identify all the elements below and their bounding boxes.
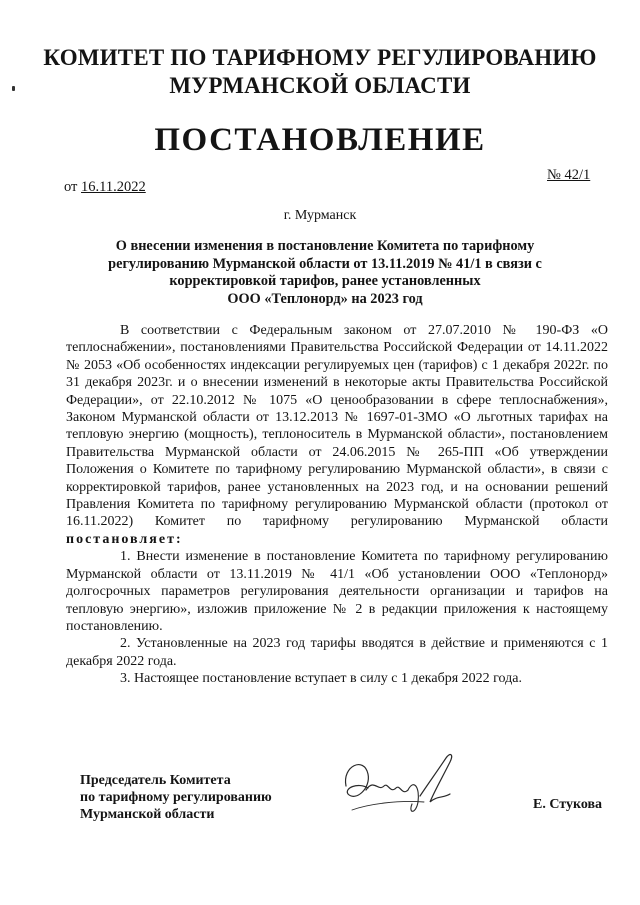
document-body bbox=[66, 322, 608, 688]
position-line-2: по тарифному регулированию bbox=[80, 790, 272, 805]
organization-header bbox=[0, 44, 640, 100]
document-number: № 42/1 bbox=[547, 167, 591, 183]
organization-line-2: МУРМАНСКОЙ ОБЛАСТИ bbox=[169, 73, 471, 98]
document-subject bbox=[80, 238, 570, 308]
preamble-paragraph bbox=[66, 322, 608, 548]
signatory-name: Е. Стукова bbox=[533, 797, 603, 812]
resolves-keyword: постановляет: bbox=[66, 531, 183, 547]
date-prefix: от bbox=[64, 179, 78, 195]
document-type-title: ПОСТАНОВЛЕНИЕ bbox=[154, 122, 486, 158]
subject-line-4: ООО «Теплонорд» на 2023 год bbox=[227, 290, 423, 307]
position-line-3: Мурманской области bbox=[80, 807, 215, 822]
date-value: 16.11.2022 bbox=[81, 179, 146, 195]
document-city: г. Мурманск bbox=[283, 208, 357, 223]
subject-line-1: О внесении изменения в постановление Комитета по тарифному bbox=[115, 238, 535, 254]
preamble-text: В соответствии с Федеральным законом от 27.07.2010 № 190-ФЗ «О теплоснабжении», постановлениями Правительства Российской Федерации от 14.11.2022 № 2053 «Об особенностях индексации регулируемых цен (тарифов) с 1 декабря 2022г. по 31 декабря 2023г. и о внесении изменений в некоторые акты Правительства Российской Федерации», от 22.10.2012 № 1075 «О ценообразовании в сфере теплоснабжения», Законом Мурманской области от 13.12.2013 № 1697-01-ЗМО «О льготных тарифах на тепловую энергию (мощность), теплоноситель в Мурманской области», постановлением Правительства Мурманской области от 24.06.2015 № 265-ПП «Об утверждении Положения о Комитете по тарифному регулированию Мурманской области», в связи с корректировкой тарифов, ранее установленных на 2023 год, и на основании решений Правления Комитета по тарифному регулированию Мурманской области (протокол от 16.11.2022) Комитет по тарифному регулированию Мурманской области bbox=[66, 323, 608, 530]
subject-line-3: корректировкой тарифов, ранее установленных bbox=[169, 273, 481, 289]
item-2-paragraph: 2. Установленные на 2023 год тарифы вводятся в действие и применяются с 1 декабря 2022 года. bbox=[66, 636, 608, 669]
item-1-paragraph: 1. Внести изменение в постановление Комитета по тарифному регулированию Мурманской области от 13.11.2019 № 41/1 «Об установлении ООО «Теплонорд» долгосрочных параметров регулирования деятельности организации и тарифов на тепловую энергию», изложив приложение № 2 в редакции приложения к настоящему постановлению. bbox=[66, 549, 608, 634]
signatory-position bbox=[80, 772, 272, 823]
position-line-1: Председатель Комитета bbox=[80, 773, 231, 788]
organization-line-1: КОМИТЕТ ПО ТАРИФНОМУ РЕГУЛИРОВАНИЮ bbox=[43, 45, 597, 70]
handwritten-signature bbox=[338, 748, 468, 828]
subject-line-2: регулированию Мурманской области от 13.11.2019 № 41/1 в связи с bbox=[108, 255, 542, 272]
document-date bbox=[64, 179, 146, 196]
item-3-paragraph: 3. Настоящее постановление вступает в силу с 1 декабря 2022 года. bbox=[120, 671, 522, 687]
